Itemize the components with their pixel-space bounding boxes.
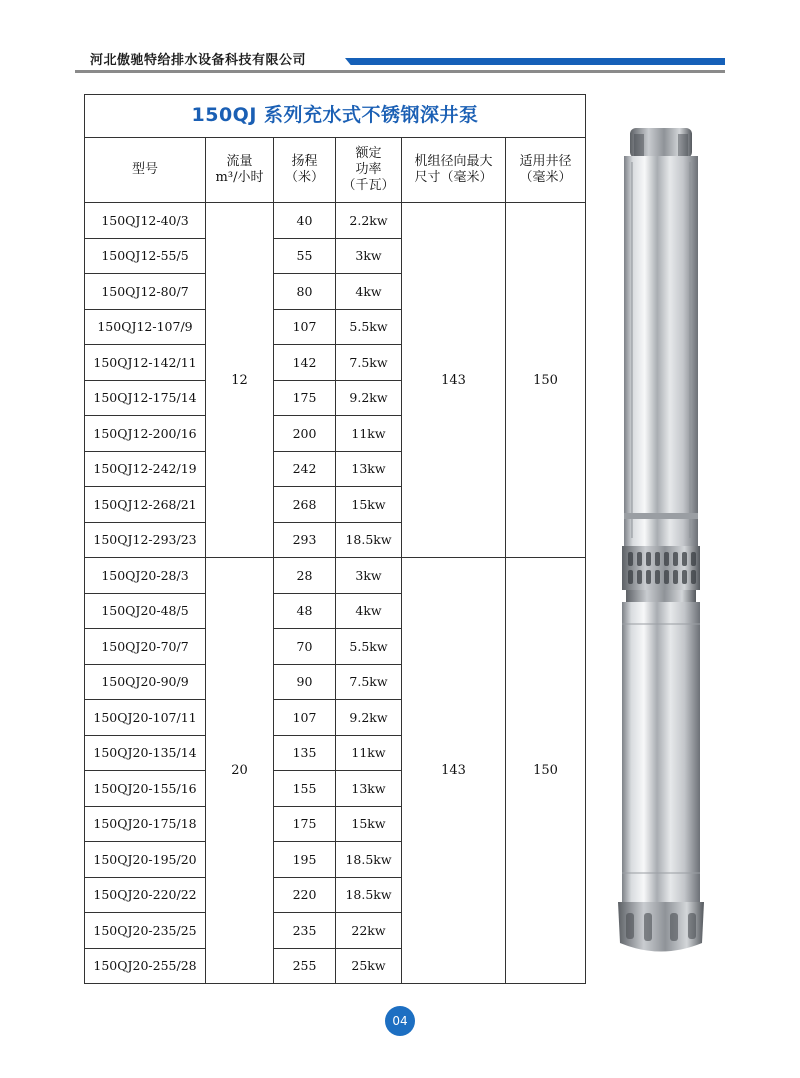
cell-power: 11kw [336,735,402,771]
col-header-power: 额定 功率 （千瓦） [336,138,402,203]
cell-head: 235 [274,913,336,949]
cell-head: 175 [274,806,336,842]
cell-power: 13kw [336,771,402,807]
cell-head: 80 [274,274,336,310]
cell-model: 150QJ20-135/14 [85,735,206,771]
cell-model: 150QJ12-40/3 [85,203,206,239]
cell-head: 268 [274,487,336,523]
cell-head: 220 [274,877,336,913]
cell-power: 18.5kw [336,877,402,913]
cell-model: 150QJ12-200/16 [85,416,206,452]
cell-head: 195 [274,842,336,878]
cell-power: 13kw [336,451,402,487]
cell-model: 150QJ20-155/16 [85,771,206,807]
cell-model: 150QJ20-90/9 [85,664,206,700]
cell-head: 293 [274,522,336,558]
cell-power: 22kw [336,913,402,949]
cell-head: 40 [274,203,336,239]
cell-power: 5.5kw [336,629,402,665]
cell-model: 150QJ20-28/3 [85,558,206,594]
page-number-badge: 04 [385,1006,415,1036]
cell-model: 150QJ12-55/5 [85,238,206,274]
header-blue-bar [345,58,725,65]
header-row [85,138,586,203]
cell-model: 150QJ20-48/5 [85,593,206,629]
cell-head: 90 [274,664,336,700]
cell-model: 150QJ20-195/20 [85,842,206,878]
cell-power: 11kw [336,416,402,452]
cell-flow: 20 [206,558,274,984]
cell-power: 7.5kw [336,664,402,700]
cell-model: 150QJ12-107/9 [85,309,206,345]
cell-well-dia: 150 [506,203,586,558]
cell-model: 150QJ20-107/11 [85,700,206,736]
cell-head: 28 [274,558,336,594]
cell-model: 150QJ12-142/11 [85,345,206,381]
cell-head: 255 [274,948,336,984]
cell-power: 3kw [336,558,402,594]
pump-image [612,128,710,956]
cell-model: 150QJ20-175/18 [85,806,206,842]
cell-power: 9.2kw [336,380,402,416]
header-divider [75,70,725,73]
cell-power: 25kw [336,948,402,984]
col-header-well-dia: 适用井径 （毫米） [506,138,586,203]
cell-model: 150QJ20-220/22 [85,877,206,913]
cell-head: 142 [274,345,336,381]
cell-model: 150QJ20-255/28 [85,948,206,984]
col-header-head: 扬程 （米） [274,138,336,203]
cell-power: 9.2kw [336,700,402,736]
table-row [85,558,586,594]
cell-power: 2.2kw [336,203,402,239]
col-header-flow: 流量 m³/小时 [206,138,274,203]
cell-max-size: 143 [402,558,506,984]
cell-model: 150QJ12-175/14 [85,380,206,416]
cell-power: 7.5kw [336,345,402,381]
header-company-name: 河北傲驰特给排水设备科技有限公司 [90,53,307,68]
cell-flow: 12 [206,203,274,558]
cell-model: 150QJ12-268/21 [85,487,206,523]
cell-head: 107 [274,309,336,345]
cell-max-size: 143 [402,203,506,558]
table-title: 150QJ 系列充水式不锈钢深井泵 [191,103,479,126]
cell-power: 3kw [336,238,402,274]
cell-power: 18.5kw [336,522,402,558]
col-header-model: 型号 [85,138,206,203]
cell-well-dia: 150 [506,558,586,984]
cell-head: 135 [274,735,336,771]
cell-power: 15kw [336,806,402,842]
cell-model: 150QJ20-235/25 [85,913,206,949]
cell-power: 18.5kw [336,842,402,878]
cell-head: 175 [274,380,336,416]
table-row [85,203,586,239]
cell-head: 107 [274,700,336,736]
cell-model: 150QJ20-70/7 [85,629,206,665]
cell-head: 155 [274,771,336,807]
cell-head: 55 [274,238,336,274]
table-title-cell [85,95,586,138]
cell-power: 4kw [336,593,402,629]
cell-head: 200 [274,416,336,452]
cell-model: 150QJ12-293/23 [85,522,206,558]
cell-model: 150QJ12-242/19 [85,451,206,487]
table-body [85,203,586,984]
cell-power: 4kw [336,274,402,310]
spec-table [84,94,586,984]
cell-head: 48 [274,593,336,629]
cell-model: 150QJ12-80/7 [85,274,206,310]
cell-head: 242 [274,451,336,487]
cell-head: 70 [274,629,336,665]
col-header-max-size: 机组径向最大 尺寸（毫米） [402,138,506,203]
cell-power: 15kw [336,487,402,523]
cell-power: 5.5kw [336,309,402,345]
